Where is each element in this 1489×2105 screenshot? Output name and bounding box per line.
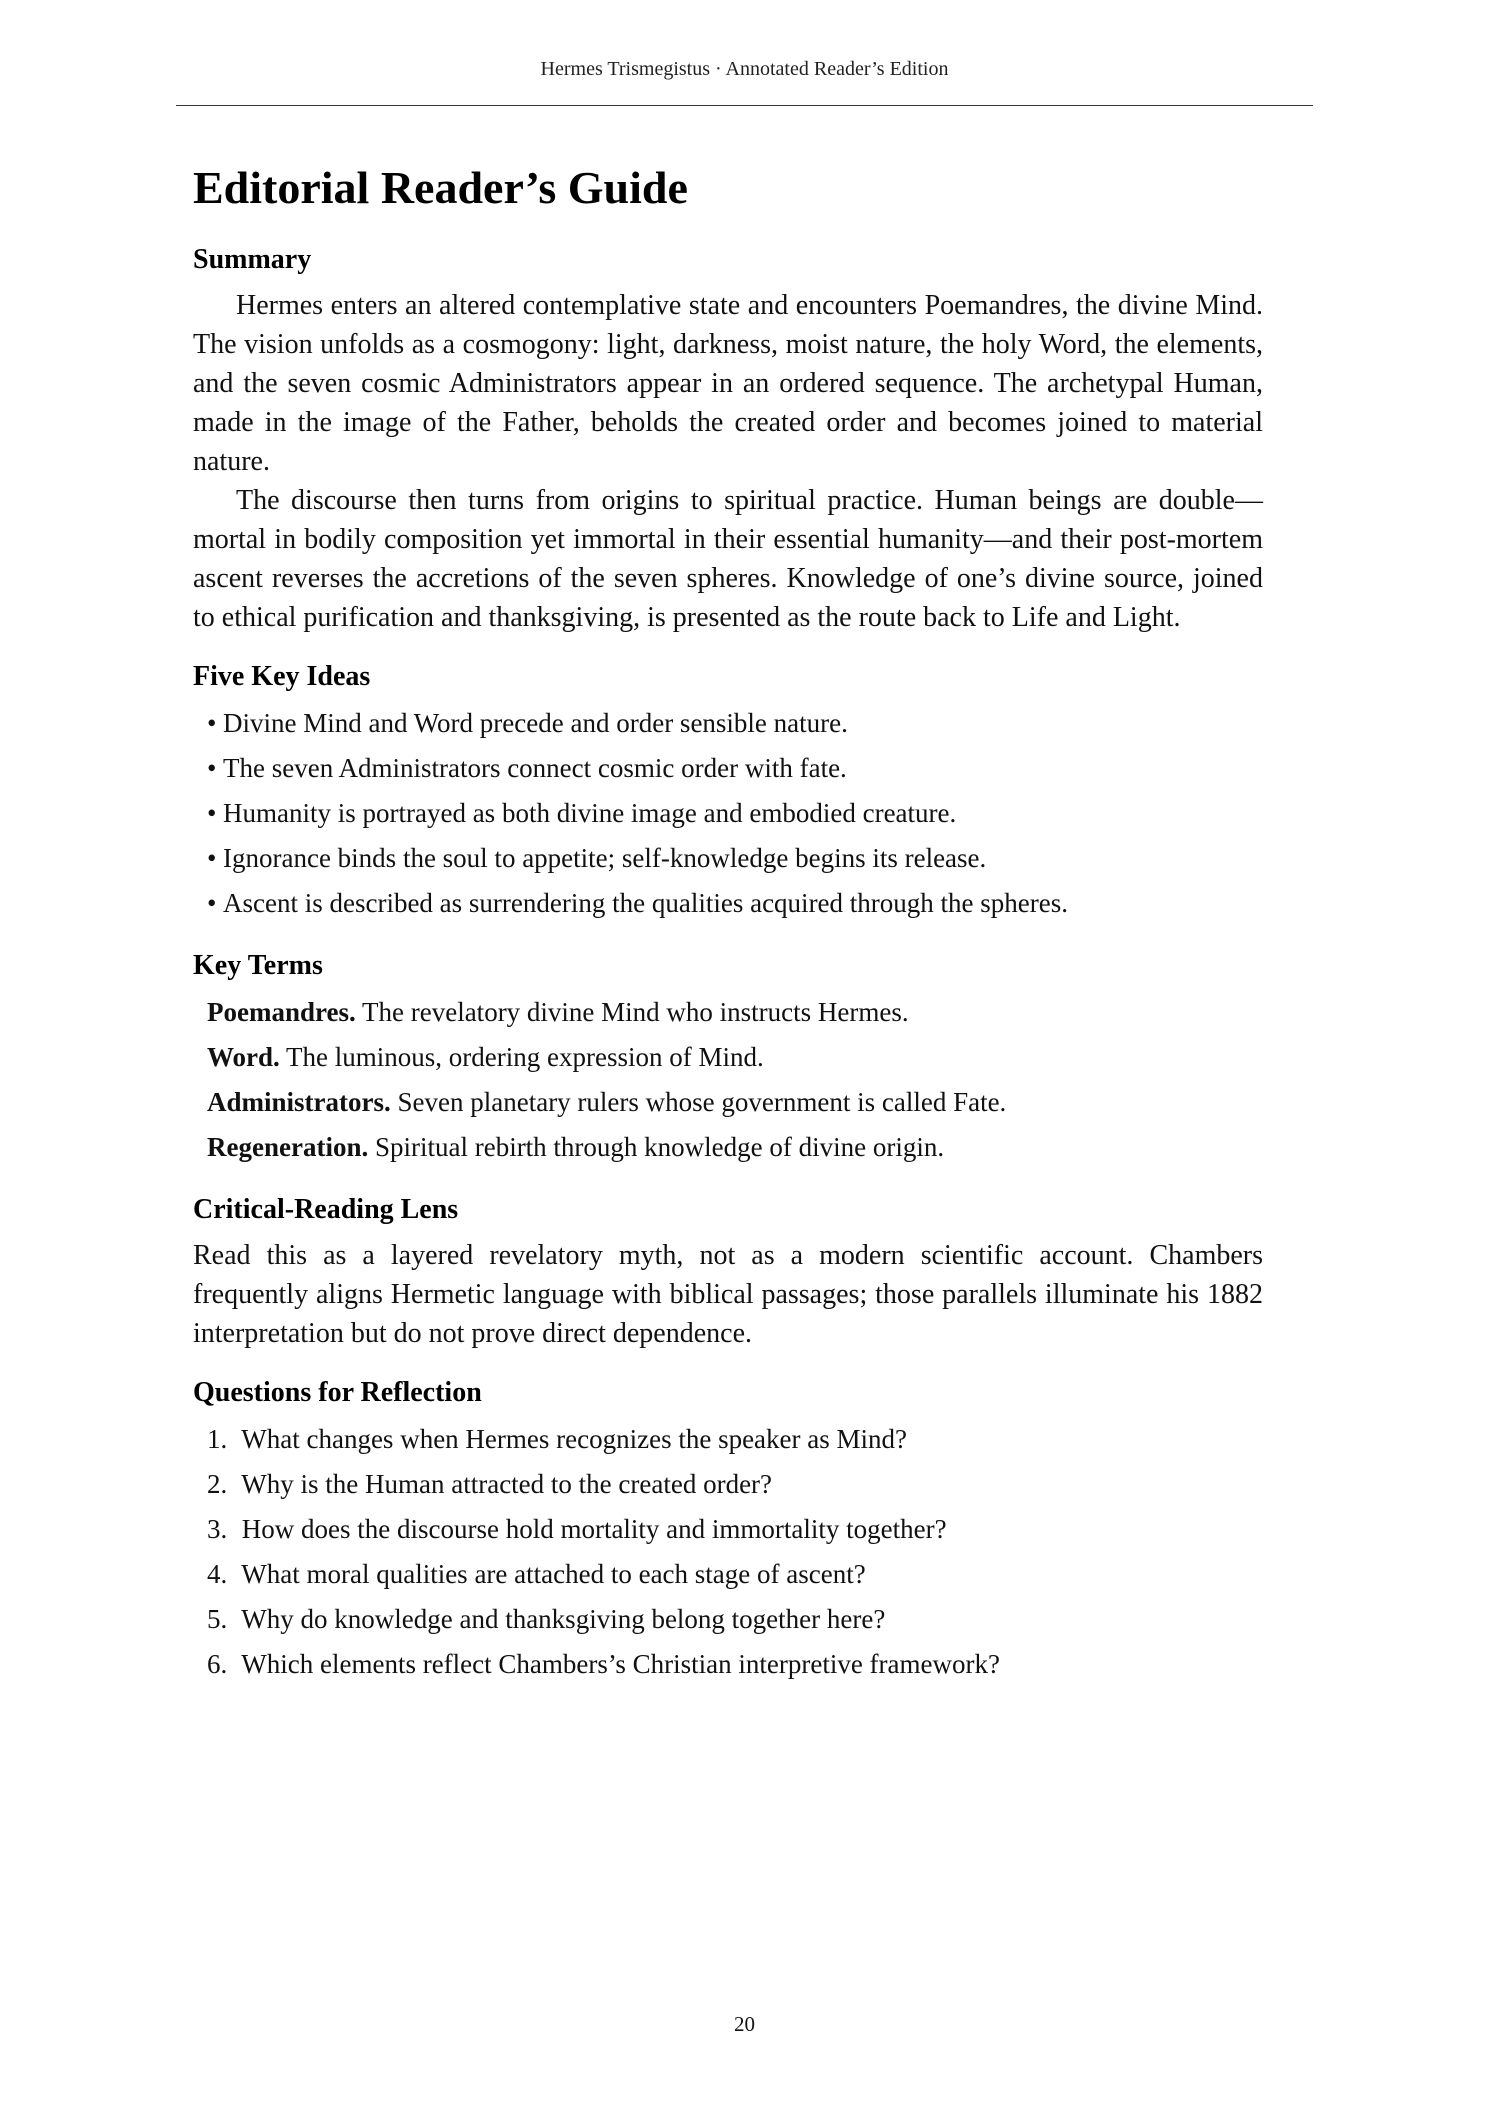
key-idea-text: Divine Mind and Word precede and order sensible nature.	[223, 708, 848, 738]
question-text: What changes when Hermes recognizes the speaker as Mind?	[241, 1424, 907, 1454]
page-title: Editorial Reader’s Guide	[193, 162, 688, 213]
key-ideas-heading: Five Key Ideas	[193, 661, 371, 692]
summary-paragraph: The discourse then turns from origins to spiritual practice. Human beings are double—mortal in bodily composition yet immortal in their essential humanity—and their post-mortem ascent reverses the accretions of the seven spheres. Knowledge of one’s divine source, joined to ethical purification and thanksgiving, is presented as the route back to Life and Light.	[193, 485, 1263, 633]
term-name: Administrators.	[207, 1087, 391, 1117]
question-text: How does the discourse hold mortality and immortality together?	[241, 1514, 947, 1544]
key-idea-text: Ascent is described as surrendering the qualities acquired through the spheres.	[223, 888, 1068, 918]
question-item	[207, 1507, 1263, 1552]
term-name: Word.	[207, 1042, 280, 1072]
summary-heading: Summary	[193, 244, 312, 275]
bullet-icon: •	[207, 708, 217, 738]
list-item	[207, 701, 1263, 746]
page-number: 20	[734, 2012, 755, 2036]
question-text: Why do knowledge and thanksgiving belong together here?	[241, 1604, 886, 1634]
question-text: Why is the Human attracted to the created order?	[241, 1469, 773, 1499]
key-ideas-list	[193, 701, 1263, 926]
list-item	[207, 836, 1263, 881]
term-item	[207, 1080, 1263, 1125]
term-name: Poemandres.	[207, 997, 356, 1027]
term-definition: Spiritual rebirth through knowledge of divine origin.	[374, 1132, 945, 1162]
bullet-icon: •	[207, 753, 217, 783]
bullet-icon: •	[207, 798, 217, 828]
key-terms-list	[193, 990, 1263, 1170]
question-item	[207, 1642, 1263, 1687]
key-terms-heading: Key Terms	[193, 950, 323, 981]
term-item	[207, 1035, 1263, 1080]
header-rule	[176, 105, 1313, 106]
question-text: What moral qualities are attached to each stage of ascent?	[241, 1559, 866, 1589]
term-name: Regeneration.	[207, 1132, 369, 1162]
term-definition: Seven planetary rulers whose government is called Fate.	[397, 1087, 1007, 1117]
running-header: Hermes Trismegistus · Annotated Reader’s Edition	[540, 58, 949, 80]
lens-paragraph: Read this as a layered revelatory myth, not as a modern scientific account. Chambers frequently aligns Hermetic language with biblical passages; those parallels illuminate his 1882 interpretation but do not prove direct dependence.	[193, 1240, 1263, 1349]
question-item	[207, 1417, 1263, 1462]
questions-list	[193, 1417, 1263, 1687]
summary-paragraph: Hermes enters an altered contemplative state and encounters Poemandres, the divine Mind. The vision unfolds as a cosmogony: light, darkness, moist nature, the holy Word, the elements, and the seven cosmic Administrators appear in an ordered sequence. The archetypal Human, made in the image of the Father, beholds the created order and becomes joined to material nature.	[193, 290, 1263, 477]
key-idea-text: The seven Administrators connect cosmic order with fate.	[223, 753, 847, 783]
questions-heading: Questions for Reflection	[193, 1377, 482, 1408]
bullet-icon: •	[207, 843, 217, 873]
question-number: 4.	[207, 1559, 228, 1589]
key-idea-text: Ignorance binds the soul to appetite; self-knowledge begins its release.	[223, 843, 987, 873]
question-number: 5.	[207, 1604, 228, 1634]
term-definition: The luminous, ordering expression of Mind.	[286, 1042, 764, 1072]
key-idea-text: Humanity is portrayed as both divine image and embodied creature.	[223, 798, 957, 828]
question-number: 1.	[207, 1424, 228, 1454]
bullet-icon: •	[207, 888, 217, 918]
question-number: 3.	[207, 1514, 228, 1544]
list-item	[207, 791, 1263, 836]
question-item	[207, 1462, 1263, 1507]
question-number: 2.	[207, 1469, 228, 1499]
term-definition: The revelatory divine Mind who instructs Hermes.	[362, 997, 909, 1027]
list-item	[207, 746, 1263, 791]
question-item	[207, 1597, 1263, 1642]
list-item	[207, 881, 1263, 926]
term-item	[207, 1125, 1263, 1170]
lens-heading: Critical-Reading Lens	[193, 1194, 459, 1225]
main-content	[193, 158, 1263, 1687]
question-item	[207, 1552, 1263, 1597]
question-number: 6.	[207, 1649, 228, 1679]
question-text: Which elements reflect Chambers’s Christian interpretive framework?	[241, 1649, 1000, 1679]
term-item	[207, 990, 1263, 1035]
